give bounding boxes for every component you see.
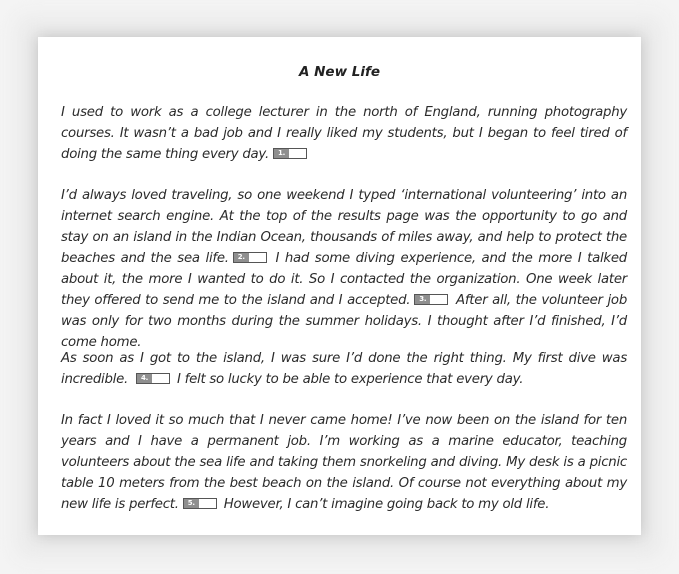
gap-box-2[interactable] <box>233 252 267 263</box>
paragraph-1-text: I used to work as a college lecturer in the north of England, running photography courses. It wasn’t a bad job and I really liked my students, but I began to feel tired of doing the same thing every day. <box>61 105 627 162</box>
paragraph-2-text-start: I’d always loved traveling, so one weekend I typed ‘international volunteering’ into an internet search engine. At the top of the results page was the opportunity to go and stay on an island in the Indian Ocean, thousands of miles away, and help to protect the beaches and the sea life. <box>61 188 627 266</box>
gap-number-2: 2. <box>234 253 249 262</box>
paragraph-3-text-start: As soon as I got to the island, I was sure I’d done the right thing. My first dive was incredible. <box>61 351 627 387</box>
gap-box-1[interactable] <box>273 148 307 159</box>
paragraph-4 <box>61 410 627 515</box>
gap-number-4: 4. <box>137 374 152 383</box>
paragraph-3-text-end: I felt so lucky to be able to experience that every day. <box>176 372 524 387</box>
paragraph-2-text-middle: I had some diving experience, and the more I talked about it, the more I wanted to do it. So I contacted the organization. One week later they offered to send me to the island and I accepted. <box>61 251 627 308</box>
paragraph-2 <box>61 185 627 353</box>
gap-number-5: 5. <box>184 499 199 508</box>
gap-number-1: 1. <box>274 149 289 158</box>
paragraph-4-text-start: In fact I loved it so much that I never came home! I’ve now been on the island for ten years and I have a permanent job. I’m working as a marine educator, teaching volunteers about the sea life and taking them snorkeling and diving. My desk is a picnic table 10 meters from the best beach on the island. Of course not everything about my new life is perfect. <box>61 413 627 512</box>
paragraph-3 <box>61 348 627 390</box>
gap-box-4[interactable] <box>136 373 170 384</box>
gap-number-3: 3. <box>415 295 430 304</box>
document-page <box>38 37 641 535</box>
document-title: A New Life <box>298 64 381 80</box>
paragraph-1 <box>61 102 627 165</box>
gap-box-5[interactable] <box>183 498 217 509</box>
paragraph-4-text-end: However, I can’t imagine going back to my old life. <box>223 497 550 512</box>
paragraph-2-text-end: After all, the volunteer job was only for two months during the summer holidays. I thought after I’d finished, I’d come home. <box>61 293 628 350</box>
gap-box-3[interactable] <box>414 294 448 305</box>
